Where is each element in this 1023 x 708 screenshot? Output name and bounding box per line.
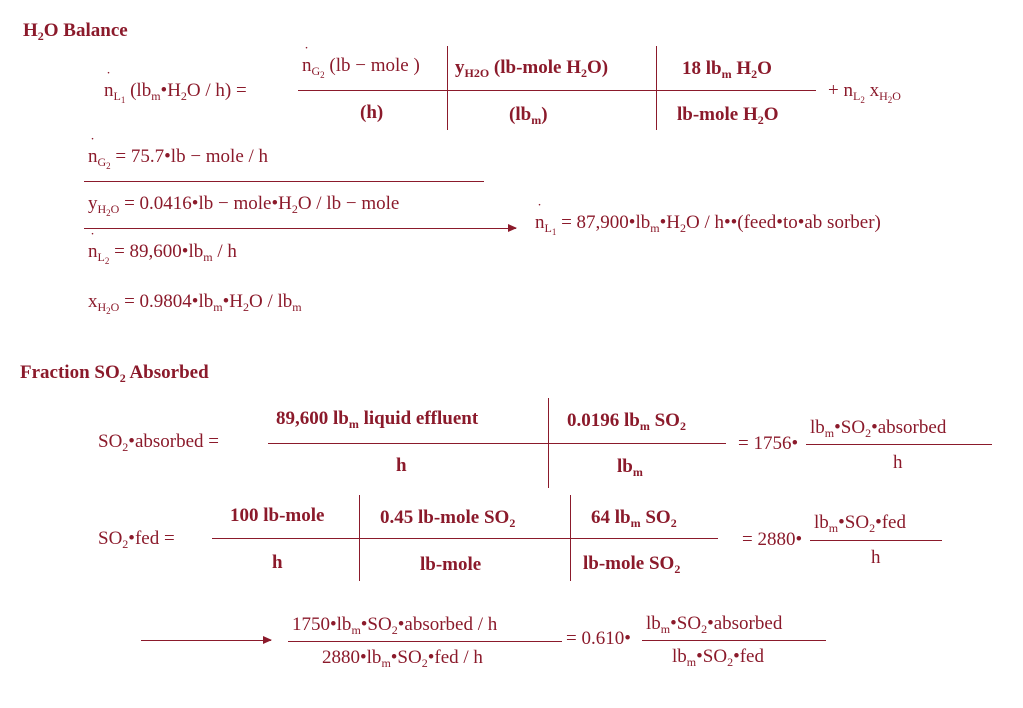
fed-divider-1	[359, 495, 360, 581]
absorbed-den2: $lb_m$	[617, 456, 643, 479]
fed-num1: 100 lb-mole	[230, 505, 325, 526]
absorbed-result-num: $lb_m•SO_2•absorbed$	[810, 417, 947, 440]
absorbed-result-bar	[806, 444, 992, 445]
eq1-fraction-bar	[298, 90, 816, 91]
fed-result-bar	[810, 540, 942, 541]
eq1-divider-2	[656, 46, 657, 130]
given-nl2: ˙ $n_{L_2}$ = $89,600•lb_m$ / h	[88, 241, 237, 263]
fraction-den: $2880•lb_m•SO_2•fed$ / h	[322, 647, 483, 670]
section-title-fraction-so2: Fraction $SO_2$ Absorbed	[20, 362, 209, 385]
fraction-result-prefix: = 0.610•	[566, 628, 631, 649]
absorbed-result-den: h	[893, 452, 903, 473]
given-divider-2	[84, 228, 500, 229]
given-xh2o: $x_{H_2O}$ = $0.9804•lb_m•H_2O / lb_m$	[88, 291, 302, 316]
fraction-result-bar	[642, 640, 826, 641]
fed-num3: 64 $lb_m$ $SO_2$	[591, 507, 677, 530]
absorbed-num1: 89,600 $lb_m$ liquid effluent	[276, 408, 479, 431]
fed-num2: 0.45 lb-mole $SO_2$	[380, 507, 516, 530]
fed-fraction-bar	[212, 538, 718, 539]
eq1-den1: (h)	[360, 102, 384, 123]
eq1-num1: ˙ $n_{G_2}$ (lb − mole )	[302, 55, 420, 77]
absorbed-num2: 0.0196 $lb_m$ $SO_2$	[567, 410, 686, 433]
fed-den1: h	[272, 552, 283, 573]
eq1-num2: $y_{H2O}$ (lb-mole $H_2O$)	[455, 57, 609, 80]
absorbed-divider	[548, 398, 549, 488]
fed-lhs: $SO_2•fed$ =	[98, 528, 175, 551]
eq1-den3: lb-mole $H_2O$	[677, 104, 779, 127]
given-yh2o: $y_{H_2O}$ = 0.0416•lb − $mole•H_2O$ / lb − mole	[88, 193, 400, 218]
eq1-divider-1	[447, 46, 448, 130]
fed-result-prefix: = 2880•	[742, 529, 803, 550]
fraction-result-den: $lb_m•SO_2•fed$	[672, 646, 764, 669]
absorbed-lhs: $SO_2•absorbed$ =	[98, 431, 220, 454]
eq1-den2: $(lb_m)$	[509, 104, 548, 127]
fraction-arrow-icon	[141, 640, 271, 641]
eq1-plus-term: + $n_{L_2}$ $x_{H_2O}$	[828, 80, 901, 105]
fraction-bar	[288, 641, 562, 642]
result-arrow-icon	[488, 228, 516, 229]
fed-den2: lb-mole	[420, 554, 482, 575]
given-ng2: ˙ $n_{G_2}$ = 75.7•lb − mole / h	[88, 146, 268, 168]
fed-den3: lb-mole $SO_2$	[583, 553, 681, 576]
result-nl1: ˙ $n_{L_1}$ = $87,900•lb_m•H_2O$ / h••(feed•to•ab sorber)	[535, 212, 881, 234]
absorbed-fraction-bar	[268, 443, 726, 444]
fed-divider-2	[570, 495, 571, 581]
fraction-result-num: $lb_m•SO_2•absorbed$	[646, 613, 783, 636]
eq1-num3: 18 $lb_m$ $H_2O$	[682, 58, 772, 81]
absorbed-result-prefix: = 1756•	[738, 433, 799, 454]
fed-result-num: $lb_m•SO_2•fed$	[814, 512, 906, 535]
fraction-num: $1750•lb_m•SO_2•absorbed$ / h	[292, 614, 498, 637]
absorbed-den1: h	[396, 455, 407, 476]
section-title-h2o-balance: $H_2O$ Balance	[23, 20, 128, 43]
given-divider-1	[84, 181, 484, 182]
fed-result-den: h	[871, 547, 881, 568]
eq1-lhs: ˙ $n_{L_1}$ $(lb_m•H_2O / h)$ =	[104, 80, 247, 102]
